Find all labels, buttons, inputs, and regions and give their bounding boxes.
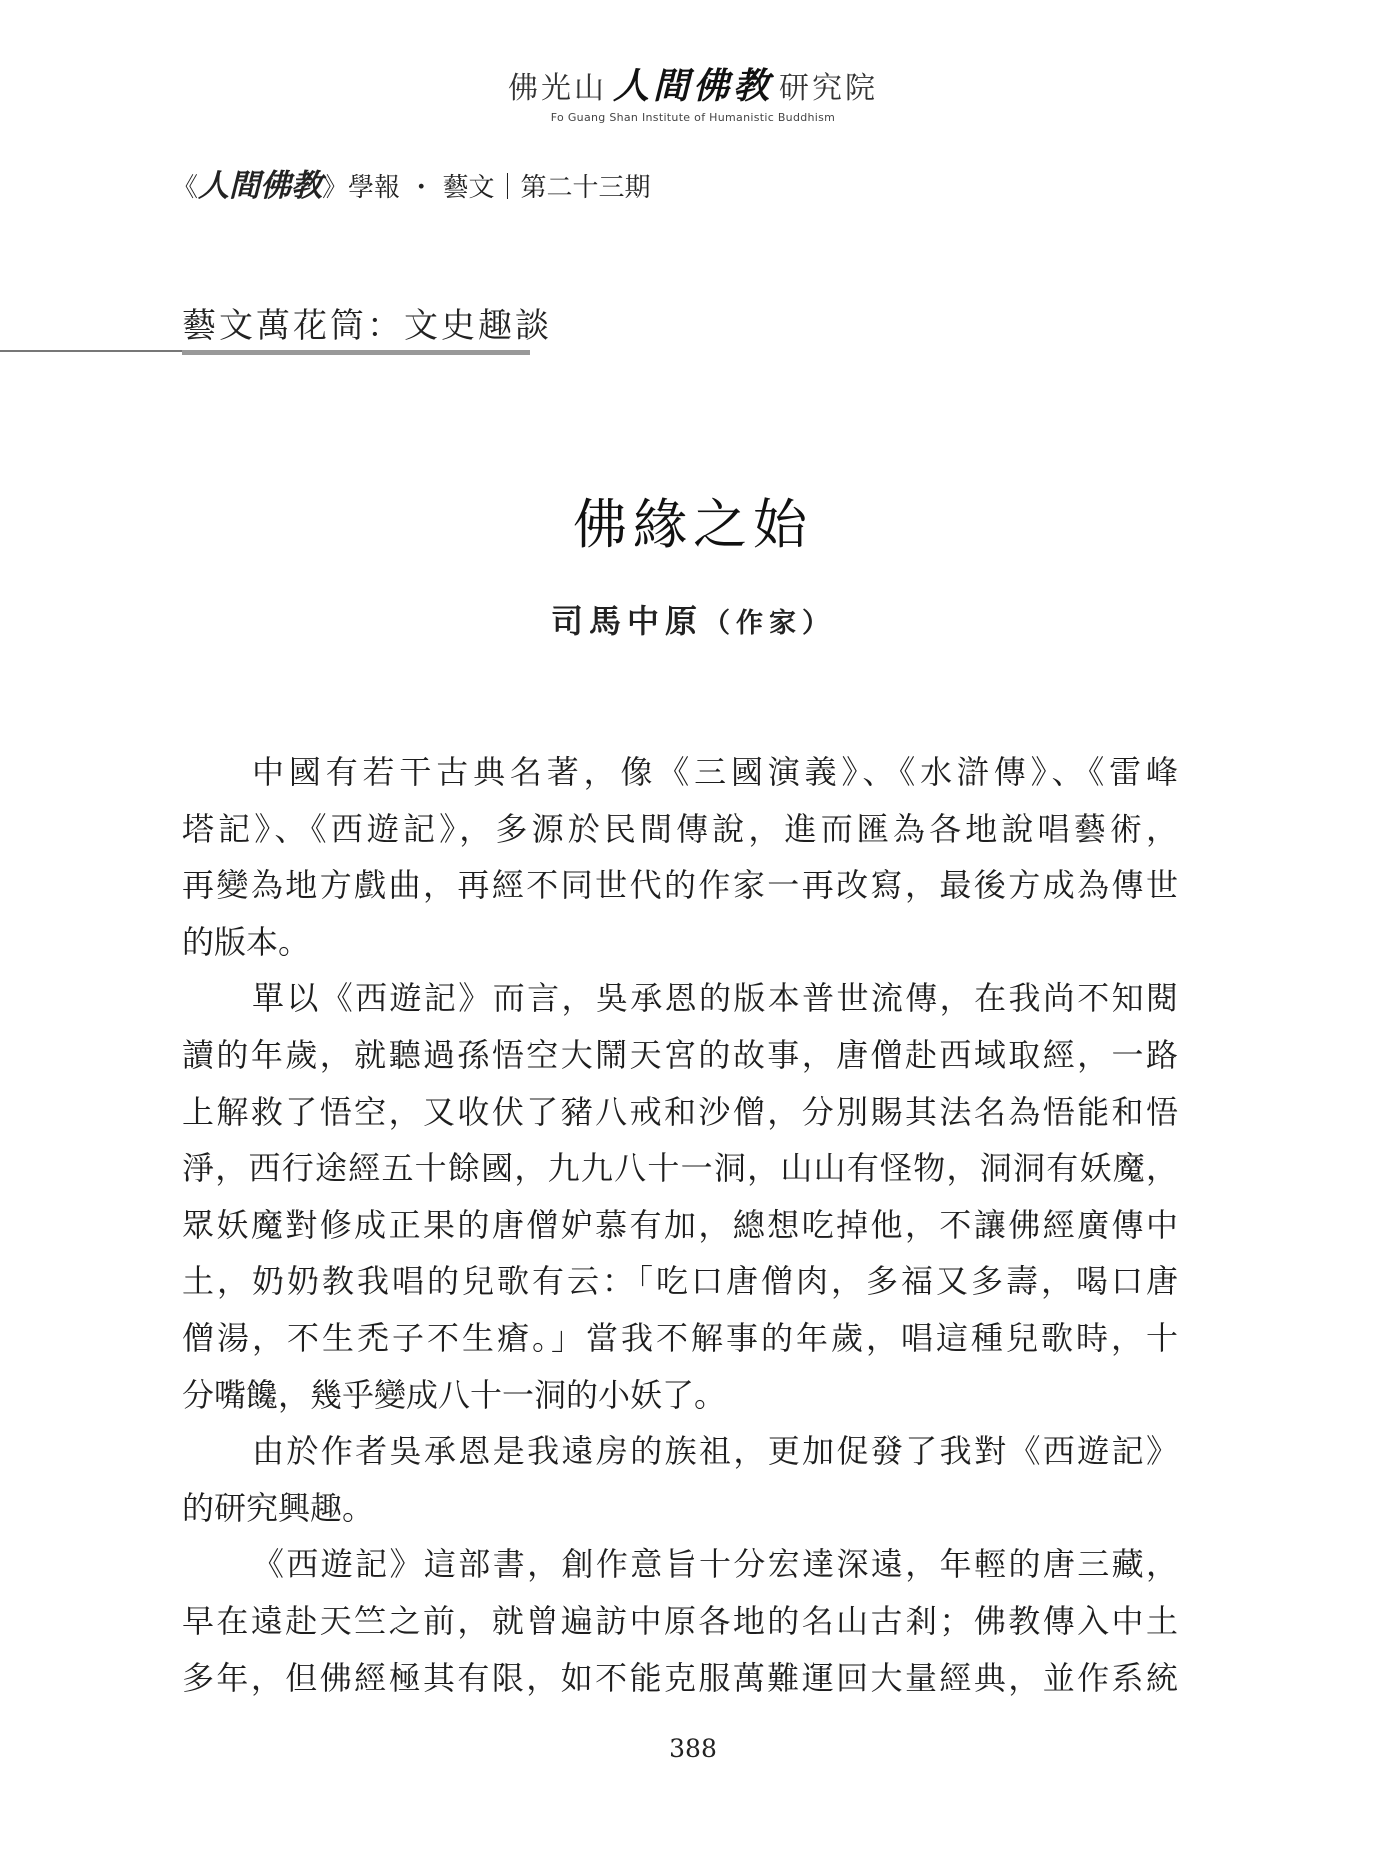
section-title: 藝文萬花筒：文史趣談: [182, 306, 552, 346]
body-line: 分嘴饞，幾乎變成八十一洞的小妖了。: [182, 1375, 727, 1414]
author-role: （作家）: [703, 608, 835, 639]
body-line: 讀的年歲，就聽過孫悟空大鬧天宮的故事，唐僧赴西域取經，一路: [182, 1035, 1178, 1074]
institute-name: [0, 58, 1386, 109]
body-line: 土，奶奶教我唱的兒歌有云：「吃口唐僧肉，多福又多壽，喝口唐: [182, 1262, 1178, 1301]
institute-suffix: 研究院: [779, 71, 878, 106]
body-line: 由於作者吳承恩是我遠房的族祖，更加促發了我對《西遊記》: [252, 1432, 1178, 1471]
body-line: 僧湯，不生禿子不生瘡。」當我不解事的年歲，唱這種兒歌時，十: [182, 1318, 1178, 1357]
institute-brand-logo: 人間佛教: [612, 65, 773, 107]
body-line: 多年，但佛經極其有限，如不能克服萬難運回大量經典，並作系統: [182, 1658, 1178, 1697]
author-name: 司馬中原: [550, 602, 703, 640]
body-line: 的研究興趣。: [182, 1488, 375, 1527]
page-number: 388: [669, 1734, 717, 1763]
body-line: 上解救了悟空，又收伏了豬八戒和沙僧，分別賜其法名為悟能和悟: [182, 1092, 1178, 1131]
body-line: 早在遠赴天竺之前，就曾遍訪中原各地的名山古剎；佛教傳入中土: [182, 1601, 1178, 1640]
body-line: 再變為地方戲曲，再經不同世代的作家一再改寫，最後方成為傳世: [182, 866, 1178, 905]
institute-english-name: Fo Guang Shan Institute of Humanistic Buddhism: [550, 111, 836, 124]
section-underline: [182, 350, 530, 355]
body-line: 塔記》、《西遊記》，多源於民間傳說，進而匯為各地說唱藝術，: [182, 809, 1178, 848]
body-line: 《西遊記》這部書，創作意旨十分宏達深遠，年輕的唐三藏，: [252, 1545, 1178, 1584]
article-title: 佛緣之始: [573, 493, 813, 556]
body-line: 眾妖魔對修成正果的唐僧妒慕有加，總想吃掉他，不讓佛經廣傳中: [182, 1205, 1178, 1244]
body-line: 的版本。: [182, 922, 311, 961]
body-line: 中國有若干古典名著，像《三國演義》、《水滸傳》、《雷峰: [252, 753, 1178, 791]
journal-running-header: [172, 160, 651, 205]
journal-brand: 人間佛教: [198, 168, 323, 204]
journal-issue-info: 》學報 ・ 藝文｜第二十三期: [322, 173, 651, 203]
article-author: [0, 596, 1386, 642]
journal-open-bracket: 《: [172, 173, 199, 203]
institute-prefix: 佛光山: [507, 71, 607, 106]
article-body: [182, 744, 1178, 1706]
body-line: 淨，西行途經五十餘國，九九八十一洞，山山有怪物，洞洞有妖魔，: [182, 1149, 1178, 1188]
institute-header: [0, 58, 1386, 124]
body-line: 單以《西遊記》而言，吳承恩的版本普世流傳，在我尚不知閱: [252, 979, 1178, 1018]
